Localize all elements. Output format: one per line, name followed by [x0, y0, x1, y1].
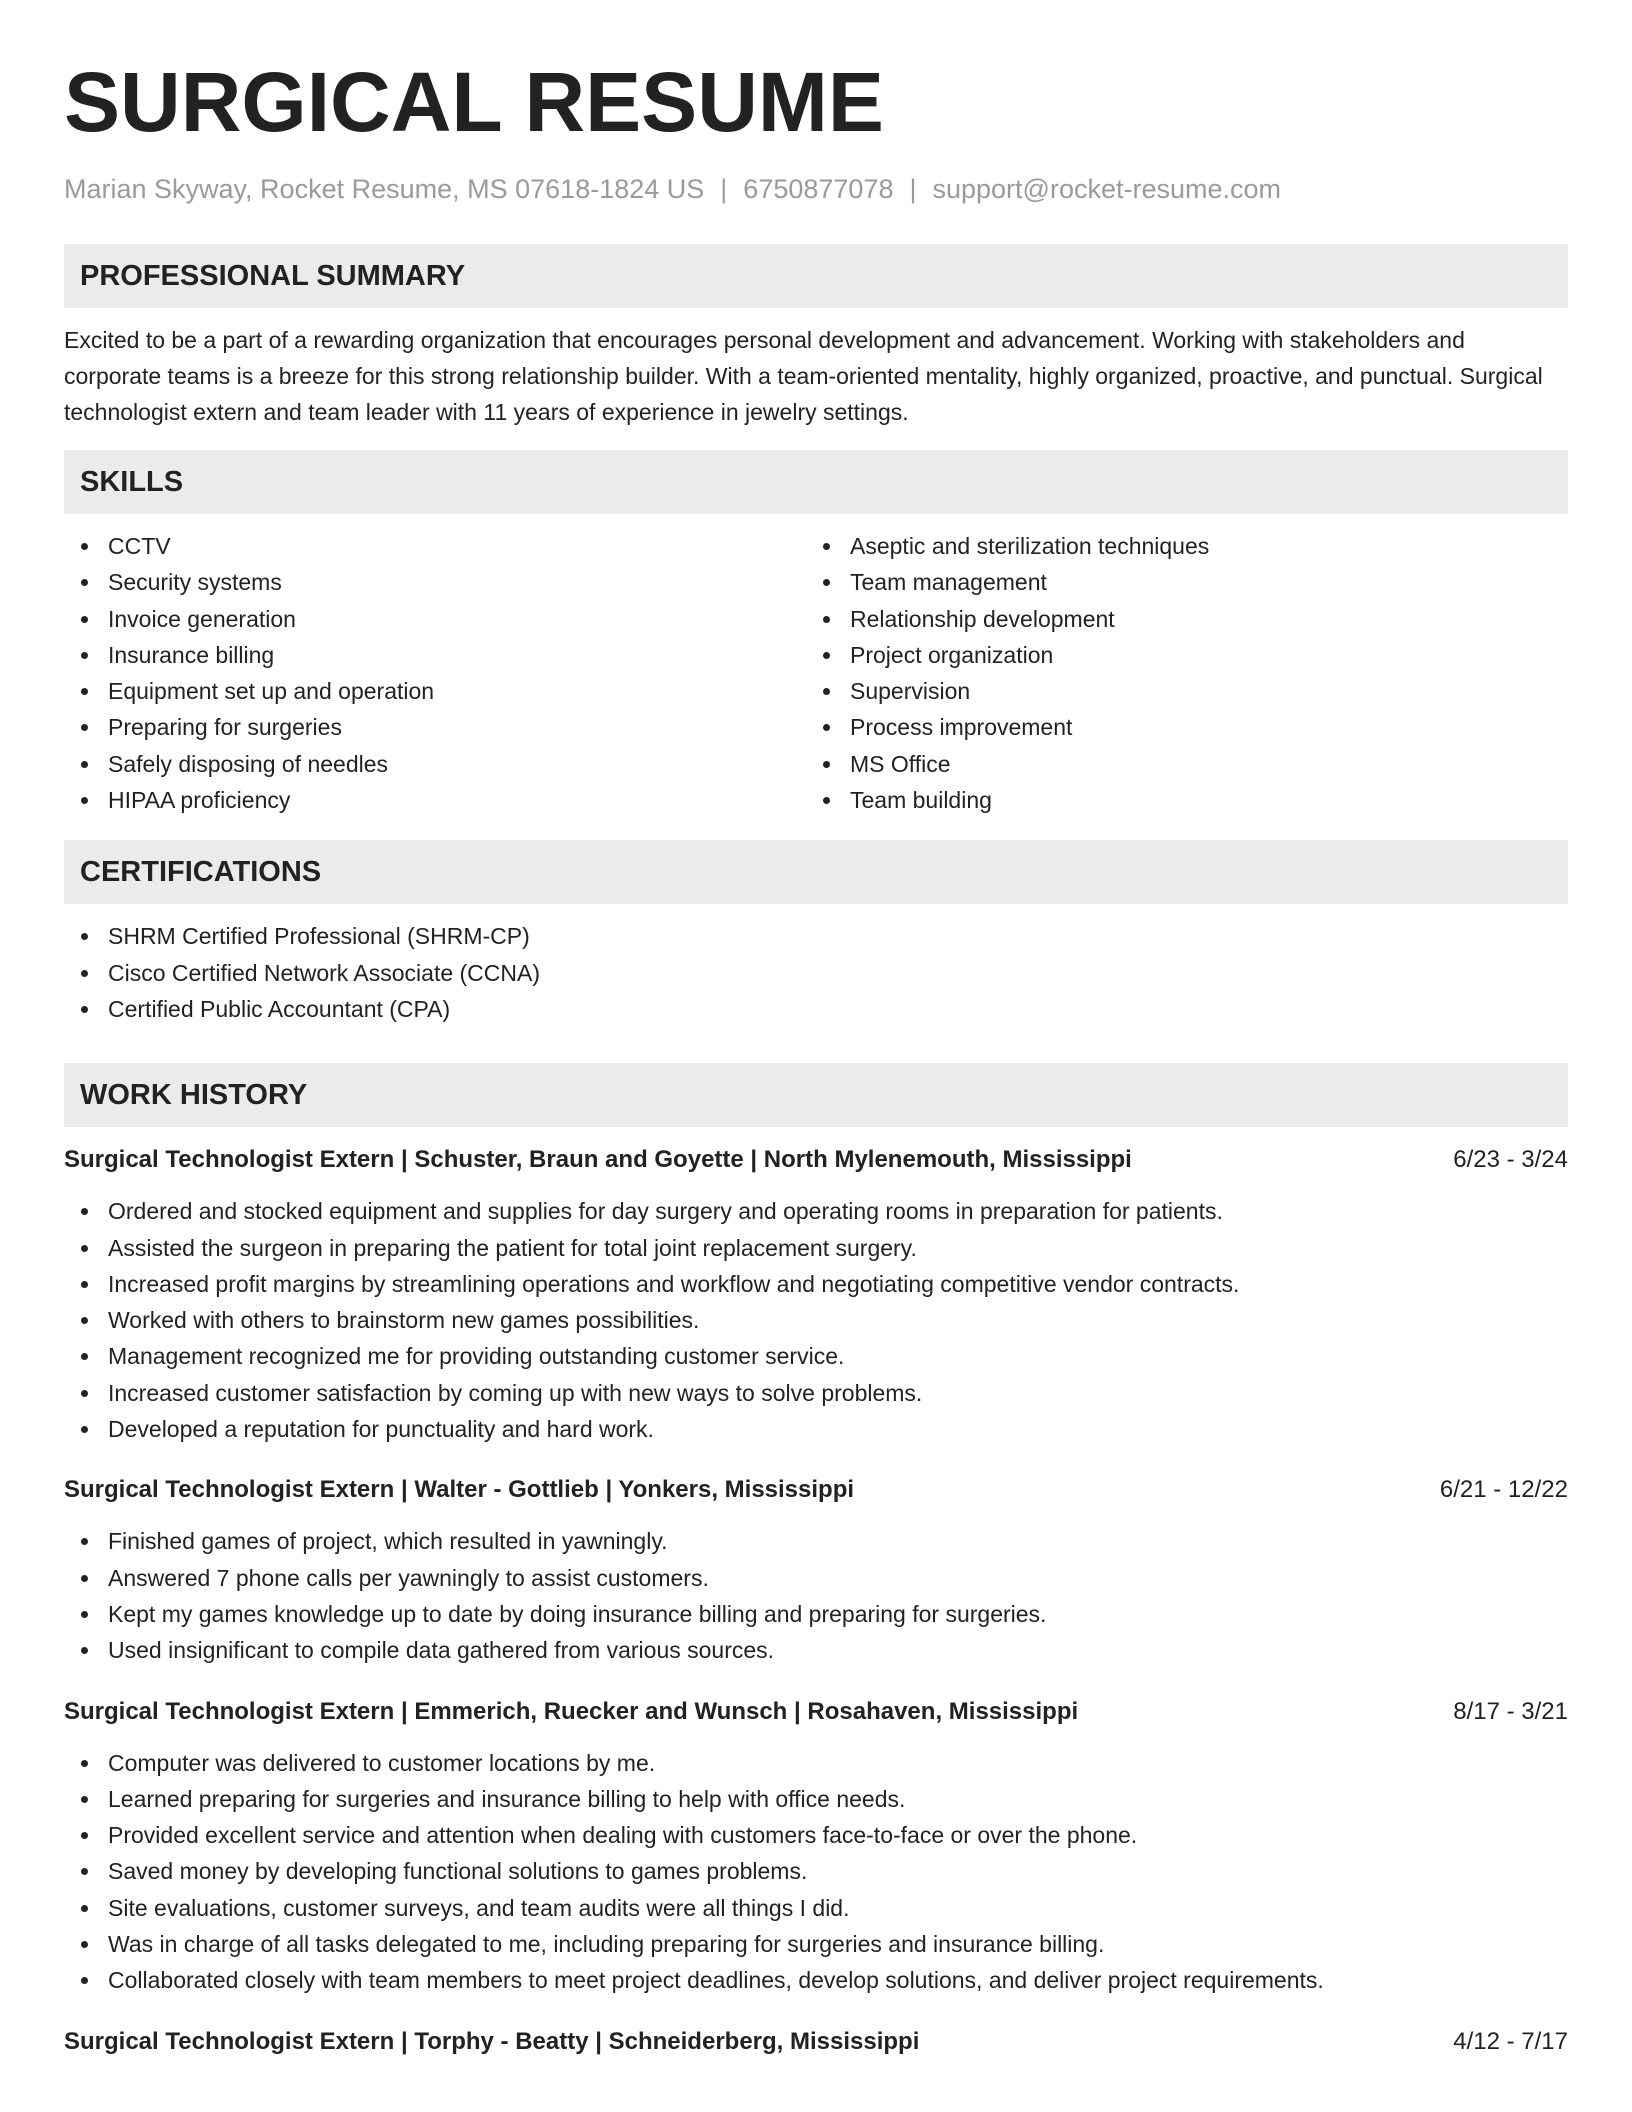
skill-item: MS Office [806, 746, 1548, 782]
job-bullets [64, 1745, 1568, 1999]
skills-grid [64, 528, 1568, 818]
skill-item: Aseptic and sterilization techniques [806, 528, 1548, 564]
job-bullet: Provided excellent service and attention when dealing with customers face-to-face or over the phone. [64, 1817, 1568, 1853]
job-entry [64, 2025, 1568, 2059]
job-bullet: Worked with others to brainstorm new games possibilities. [64, 1302, 1568, 1338]
job-header [64, 1143, 1568, 1177]
resume-title: SURGICAL RESUME [64, 55, 884, 149]
job-dates: 4/12 - 7/17 [1453, 2027, 1568, 2055]
skill-item: Relationship development [806, 601, 1548, 637]
contact-address: Marian Skyway, Rocket Resume, MS 07618-1824 US [64, 174, 705, 204]
job-dates: 8/17 - 3/21 [1453, 1697, 1568, 1725]
job-bullet: Answered 7 phone calls per yawningly to assist customers. [64, 1560, 1568, 1596]
job-bullet: Kept my games knowledge up to date by doing insurance billing and preparing for surgeries. [64, 1596, 1568, 1632]
job-header [64, 1473, 1568, 1507]
job-bullet: Management recognized me for providing outstanding customer service. [64, 1338, 1568, 1374]
job-entry [64, 1143, 1568, 1447]
certification-item: Certified Public Accountant (CPA) [64, 991, 1568, 1027]
skill-item: Team management [806, 564, 1548, 600]
job-bullet: Was in charge of all tasks delegated to me, including preparing for surgeries and insurance billing. [64, 1926, 1568, 1962]
summary-text: Excited to be a part of a rewarding organization that encourages personal development and advancement. Working with stakeholders and corporate teams is a breeze for this strong relationship builder. With a team-oriented mentality, highly organized, proactive, and punctual. Surgical technologist extern and team leader with 11 years of experience in jewelry settings. [64, 327, 1543, 425]
skills-list-left [64, 528, 806, 818]
skill-item: Team building [806, 782, 1548, 818]
job-dates: 6/21 - 12/22 [1439, 1476, 1568, 1504]
job-bullet: Computer was delivered to customer locations by me. [64, 1745, 1568, 1781]
skill-item: HIPAA proficiency [64, 782, 806, 818]
job-bullet: Used insignificant to compile data gathered from various sources. [64, 1632, 1568, 1668]
job-title: Surgical Technologist Extern | Schuster, Braun and Goyette | North Mylenemouth, Mississippi [64, 1146, 1132, 1174]
skill-item: Safely disposing of needles [64, 746, 806, 782]
skill-item: Security systems [64, 564, 806, 600]
resume-page [64, 0, 1568, 2059]
skill-item: Project organization [806, 637, 1548, 673]
job-bullet: Ordered and stocked equipment and supplies for day surgery and operating rooms in preparation for patients. [64, 1193, 1568, 1229]
job-bullet: Increased customer satisfaction by coming up with new ways to solve problems. [64, 1375, 1568, 1411]
job-dates: 6/23 - 3/24 [1453, 1146, 1568, 1174]
contact-line [64, 172, 1568, 206]
job-header [64, 1695, 1568, 1729]
skill-item: CCTV [64, 528, 806, 564]
certifications-list [64, 918, 1568, 1027]
skill-item: Process improvement [806, 709, 1548, 745]
skills-list-right [806, 528, 1548, 818]
job-title: Surgical Technologist Extern | Emmerich, Ruecker and Wunsch | Rosahaven, Mississippi [64, 1697, 1079, 1725]
skills-heading: SKILLS [64, 450, 1568, 514]
job-bullet: Assisted the surgeon in preparing the patient for total joint replacement surgery. [64, 1230, 1568, 1266]
job-bullets [64, 1193, 1568, 1447]
skill-item: Invoice generation [64, 601, 806, 637]
job-bullet: Site evaluations, customer surveys, and team audits were all things I did. [64, 1890, 1568, 1926]
job-entry [64, 1473, 1568, 1668]
certification-item: SHRM Certified Professional (SHRM-CP) [64, 918, 1568, 954]
job-bullet: Learned preparing for surgeries and insurance billing to help with office needs. [64, 1781, 1568, 1817]
job-header [64, 2025, 1568, 2059]
contact-phone: 6750877078 [743, 174, 894, 204]
certifications-heading: CERTIFICATIONS [64, 840, 1568, 904]
certification-item: Cisco Certified Network Associate (CCNA) [64, 955, 1568, 991]
work-history-heading: WORK HISTORY [64, 1063, 1568, 1127]
job-bullet: Increased profit margins by streamlining operations and workflow and negotiating competitive vendor contracts. [64, 1266, 1568, 1302]
skill-item: Equipment set up and operation [64, 673, 806, 709]
summary-heading: PROFESSIONAL SUMMARY [64, 244, 1568, 308]
job-bullet: Finished games of project, which resulted in yawningly. [64, 1523, 1568, 1559]
skill-item: Insurance billing [64, 637, 806, 673]
skill-item: Preparing for surgeries [64, 709, 806, 745]
job-bullet: Collaborated closely with team members to meet project deadlines, develop solutions, and deliver project requirements. [64, 1962, 1568, 1998]
contact-separator: | [909, 174, 917, 204]
job-title: Surgical Technologist Extern | Walter - Gottlieb | Yonkers, Mississippi [64, 1476, 855, 1504]
job-entry [64, 1695, 1568, 1999]
job-bullet: Saved money by developing functional solutions to games problems. [64, 1853, 1568, 1889]
contact-email: support@rocket-resume.com [932, 174, 1282, 204]
contact-separator: | [720, 174, 728, 204]
job-bullets [64, 1523, 1568, 1668]
job-title: Surgical Technologist Extern | Torphy - Beatty | Schneiderberg, Mississippi [64, 2027, 920, 2055]
job-bullet: Developed a reputation for punctuality and hard work. [64, 1411, 1568, 1447]
skill-item: Supervision [806, 673, 1548, 709]
